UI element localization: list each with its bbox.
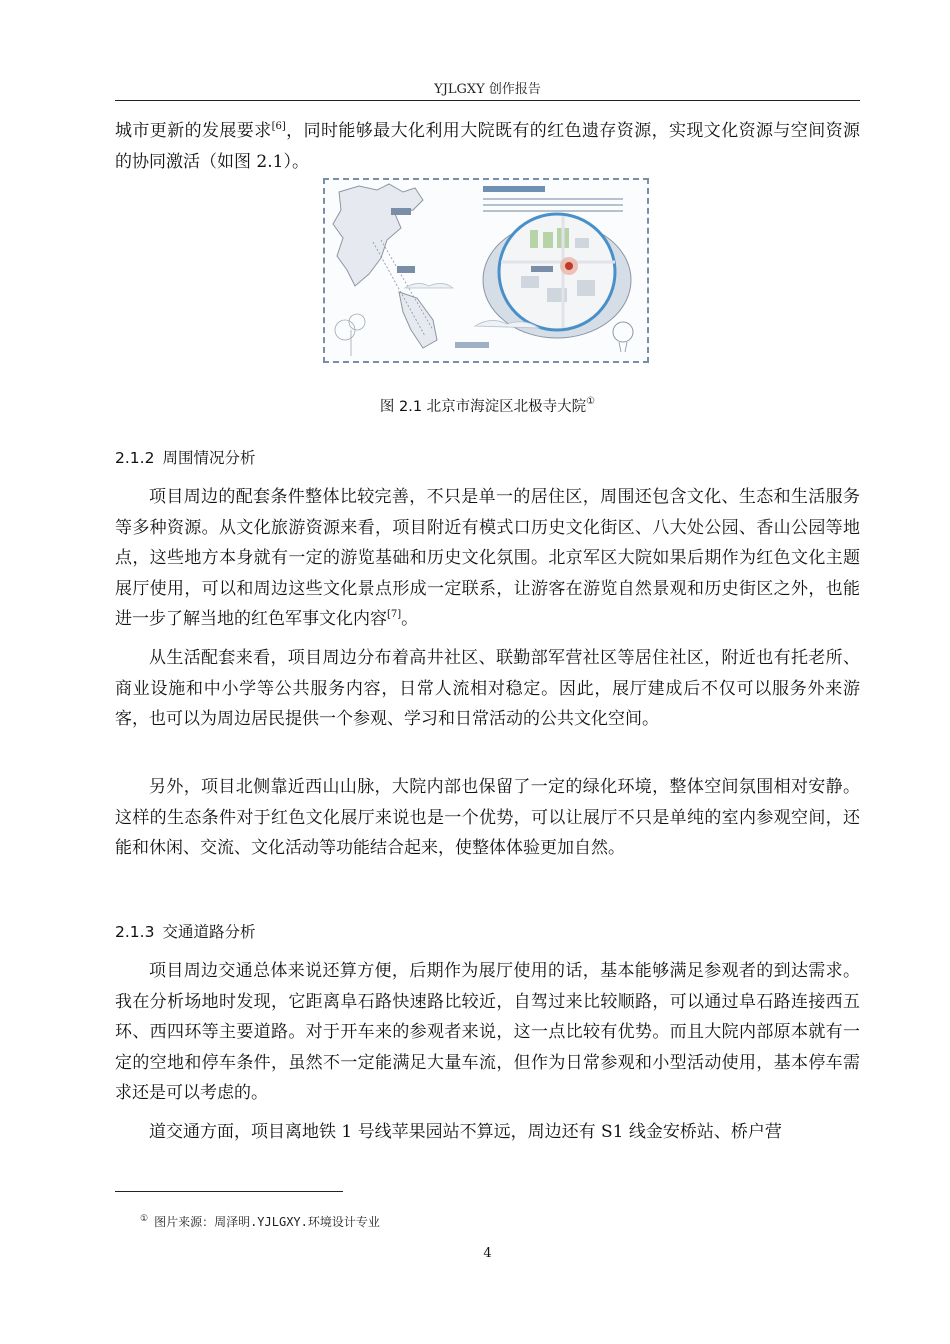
intro-text-1: 城市更新的发展要求 xyxy=(115,121,272,141)
section-title: 交通道路分析 xyxy=(162,923,256,941)
citation: [7] xyxy=(387,609,402,620)
paragraph-surroundings xyxy=(115,482,860,635)
footnote-text: 图片来源：周泽明.YJLGXY.环境设计专业 xyxy=(154,1215,380,1229)
paragraph-text: 项目周边的配套条件整体比较完善，不只是单一的居住区，周围还包含文化、生态和生活服务等多种资源。从文化旅游资源来看，项目附近有模式口历史文化街区、八大处公园、香山公园等地点，这些地方本身就有一定的游览基础和历史文化氛围。北京军区大院如果后期作为红色文化主题展厅使用，可以和周边这些文化景点形成一定联系，让游客在游览自然景观和历史街区之外，也能进一步了解当地的红色军事文化内容 xyxy=(115,487,860,629)
paragraph-living-facilities: 从生活配套来看，项目周边分布着高井社区、联勤部军营社区等居住社区，附近也有托老所、商业设施和中小学等公共服务内容，日常人流相对稳定。因此，展厅建成后不仅可以服务外来游客，也可以为周边居民提供一个参观、学习和日常活动的公共文化空间。 xyxy=(115,648,860,729)
footnote xyxy=(140,1213,380,1230)
footnote-rule xyxy=(115,1191,343,1192)
intro-text-2: ，同时能够最大化利用大院既有的红色遗存资源，实现文化资源与空间资源的协同激活（如图 2.1）。 xyxy=(115,121,861,172)
citation: [6] xyxy=(271,121,286,132)
paragraph-ecology: 另外，项目北侧靠近西山山脉，大院内部也保留了一定的绿化环境，整体空间氛围相对安静。这样的生态条件对于红色文化展厅来说也是一个优势，可以让展厅不只是单纯的室内参观空间，还能和休闲、交流、文化活动等功能结合起来，使整体体验更加自然。 xyxy=(115,777,860,858)
section-title: 周围情况分析 xyxy=(162,449,256,467)
figure-caption-text: 图 2.1 北京市海淀区北极寺大院 xyxy=(379,399,587,415)
district-map-illustration xyxy=(325,180,647,361)
section-number: 2.1.3 xyxy=(115,923,155,941)
page-number: 4 xyxy=(483,1246,492,1261)
header-rule xyxy=(115,100,860,101)
paragraph-text-end: 。 xyxy=(401,609,419,629)
section-heading-2-1-3 xyxy=(115,920,255,942)
figure-caption xyxy=(115,395,860,416)
paragraph-transit: 道交通方面，项目离地铁 1 号线苹果园站不算远，周边还有 S1 线金安桥站、桥户营 xyxy=(149,1122,782,1142)
figure-map-image xyxy=(323,178,649,363)
page-header: YJLGXY 创作报告 xyxy=(434,82,541,97)
section-heading-2-1-2 xyxy=(115,446,255,468)
paragraph-traffic: 项目周边交通总体来说还算方便，后期作为展厅使用的话，基本能够满足参观者的到达需求。我在分析场地时发现，它距离阜石路快速路比较近，自驾过来比较顺路，可以通过阜石路连接西五环、西四环等主要道路。对于开车来的参观者来说，这一点比较有优势。而且大院内部原本就有一定的空地和停车条件，虽然不一定能满足大量车流，但作为日常参观和小型活动使用，基本停车需求还是可以考虑的。 xyxy=(115,961,860,1103)
intro-paragraph xyxy=(115,116,860,177)
footnote-mark: ① xyxy=(140,1214,149,1224)
section-number: 2.1.2 xyxy=(115,449,155,467)
footnote-mark: ① xyxy=(586,396,596,407)
